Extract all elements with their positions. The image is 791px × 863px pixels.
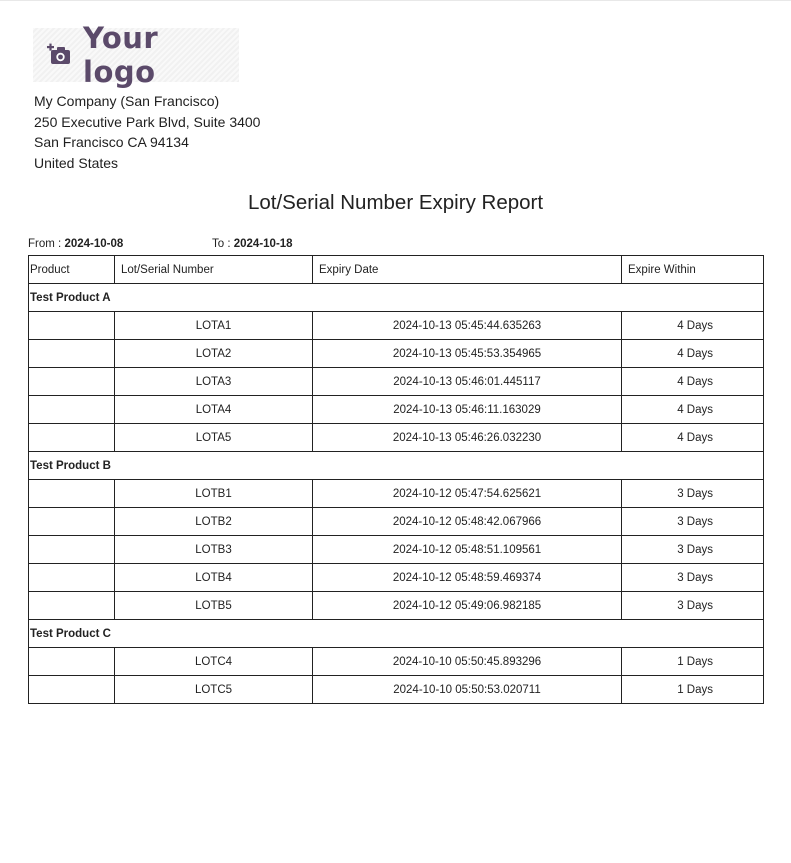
expiry-cell: 2024-10-12 05:47:54.625621 [313, 480, 622, 508]
group-row [29, 284, 764, 312]
date-to-value: 2024-10-18 [233, 238, 293, 250]
lot-cell: LOTA3 [115, 368, 313, 396]
lot-cell: LOTB3 [115, 536, 313, 564]
empty-product-cell [29, 564, 115, 592]
header-lot: Lot/Serial Number [115, 256, 313, 284]
date-from [28, 238, 123, 250]
date-from-label: From : [28, 238, 62, 250]
empty-product-cell [29, 396, 115, 424]
company-street: 250 Executive Park Blvd, Suite 3400 [34, 113, 261, 130]
date-to-label: To : [212, 238, 231, 250]
header-product: Product [29, 256, 115, 284]
empty-product-cell [29, 424, 115, 452]
expiry-table [28, 255, 764, 704]
expiry-cell: 2024-10-13 05:46:26.032230 [313, 424, 622, 452]
within-cell: 4 Days [622, 340, 764, 368]
empty-product-cell [29, 480, 115, 508]
lot-cell: LOTA5 [115, 424, 313, 452]
report-title: Lot/Serial Number Expiry Report [247, 191, 544, 214]
company-address [34, 91, 260, 174]
lot-cell: LOTA2 [115, 340, 313, 368]
table-row [29, 480, 764, 508]
expiry-cell: 2024-10-10 05:50:53.020711 [313, 676, 622, 704]
logo-text: Your logo [83, 21, 159, 89]
within-cell: 4 Days [622, 312, 764, 340]
expiry-cell: 2024-10-13 05:45:53.354965 [313, 340, 622, 368]
empty-product-cell [29, 536, 115, 564]
company-country: United States [34, 155, 119, 172]
date-to [212, 238, 293, 250]
header-row [29, 256, 764, 284]
within-cell: 3 Days [622, 480, 764, 508]
page-top-border [0, 0, 791, 1]
table-header [29, 256, 764, 284]
table-body [29, 284, 764, 704]
empty-product-cell [29, 648, 115, 676]
lot-cell: LOTB5 [115, 592, 313, 620]
empty-product-cell [29, 508, 115, 536]
within-cell: 4 Days [622, 396, 764, 424]
group-product-name: Test Product A [29, 284, 764, 312]
within-cell: 3 Days [622, 508, 764, 536]
empty-product-cell [29, 312, 115, 340]
expiry-cell: 2024-10-13 05:46:01.445117 [313, 368, 622, 396]
group-row [29, 620, 764, 648]
company-name: My Company (San Francisco) [34, 93, 220, 109]
table-row [29, 340, 764, 368]
table-row [29, 508, 764, 536]
company-logo [33, 21, 239, 89]
table-row [29, 368, 764, 396]
table-row [29, 396, 764, 424]
within-cell: 3 Days [622, 592, 764, 620]
lot-cell: LOTB2 [115, 508, 313, 536]
lot-cell: LOTA4 [115, 396, 313, 424]
empty-product-cell [29, 592, 115, 620]
within-cell: 3 Days [622, 564, 764, 592]
camera-plus-icon [47, 42, 73, 68]
lot-cell: LOTA1 [115, 312, 313, 340]
date-from-value: 2024-10-08 [64, 238, 124, 250]
table-row [29, 424, 764, 452]
group-product-name: Test Product C [29, 620, 764, 648]
group-product-name: Test Product B [29, 452, 764, 480]
expiry-cell: 2024-10-13 05:46:11.163029 [313, 396, 622, 424]
empty-product-cell [29, 676, 115, 704]
header-expiry-date: Expiry Date [313, 256, 622, 284]
empty-product-cell [29, 368, 115, 396]
within-cell: 4 Days [622, 368, 764, 396]
empty-product-cell [29, 340, 115, 368]
lot-cell: LOTB1 [115, 480, 313, 508]
table-row [29, 676, 764, 704]
expiry-cell: 2024-10-12 05:48:51.109561 [313, 536, 622, 564]
within-cell: 3 Days [622, 536, 764, 564]
lot-cell: LOTC4 [115, 648, 313, 676]
header-expire-within: Expire Within [622, 256, 764, 284]
expiry-cell: 2024-10-10 05:50:45.893296 [313, 648, 622, 676]
within-cell: 1 Days [622, 648, 764, 676]
lot-cell: LOTC5 [115, 676, 313, 704]
table-row [29, 592, 764, 620]
table-row [29, 312, 764, 340]
expiry-cell: 2024-10-12 05:48:59.469374 [313, 564, 622, 592]
table-row [29, 648, 764, 676]
table-row [29, 536, 764, 564]
within-cell: 1 Days [622, 676, 764, 704]
table-row [29, 564, 764, 592]
expiry-cell: 2024-10-13 05:45:44.635263 [313, 312, 622, 340]
lot-cell: LOTB4 [115, 564, 313, 592]
group-row [29, 452, 764, 480]
expiry-cell: 2024-10-12 05:49:06.982185 [313, 592, 622, 620]
within-cell: 4 Days [622, 424, 764, 452]
expiry-cell: 2024-10-12 05:48:42.067966 [313, 508, 622, 536]
company-city: San Francisco CA 94134 [34, 134, 189, 151]
